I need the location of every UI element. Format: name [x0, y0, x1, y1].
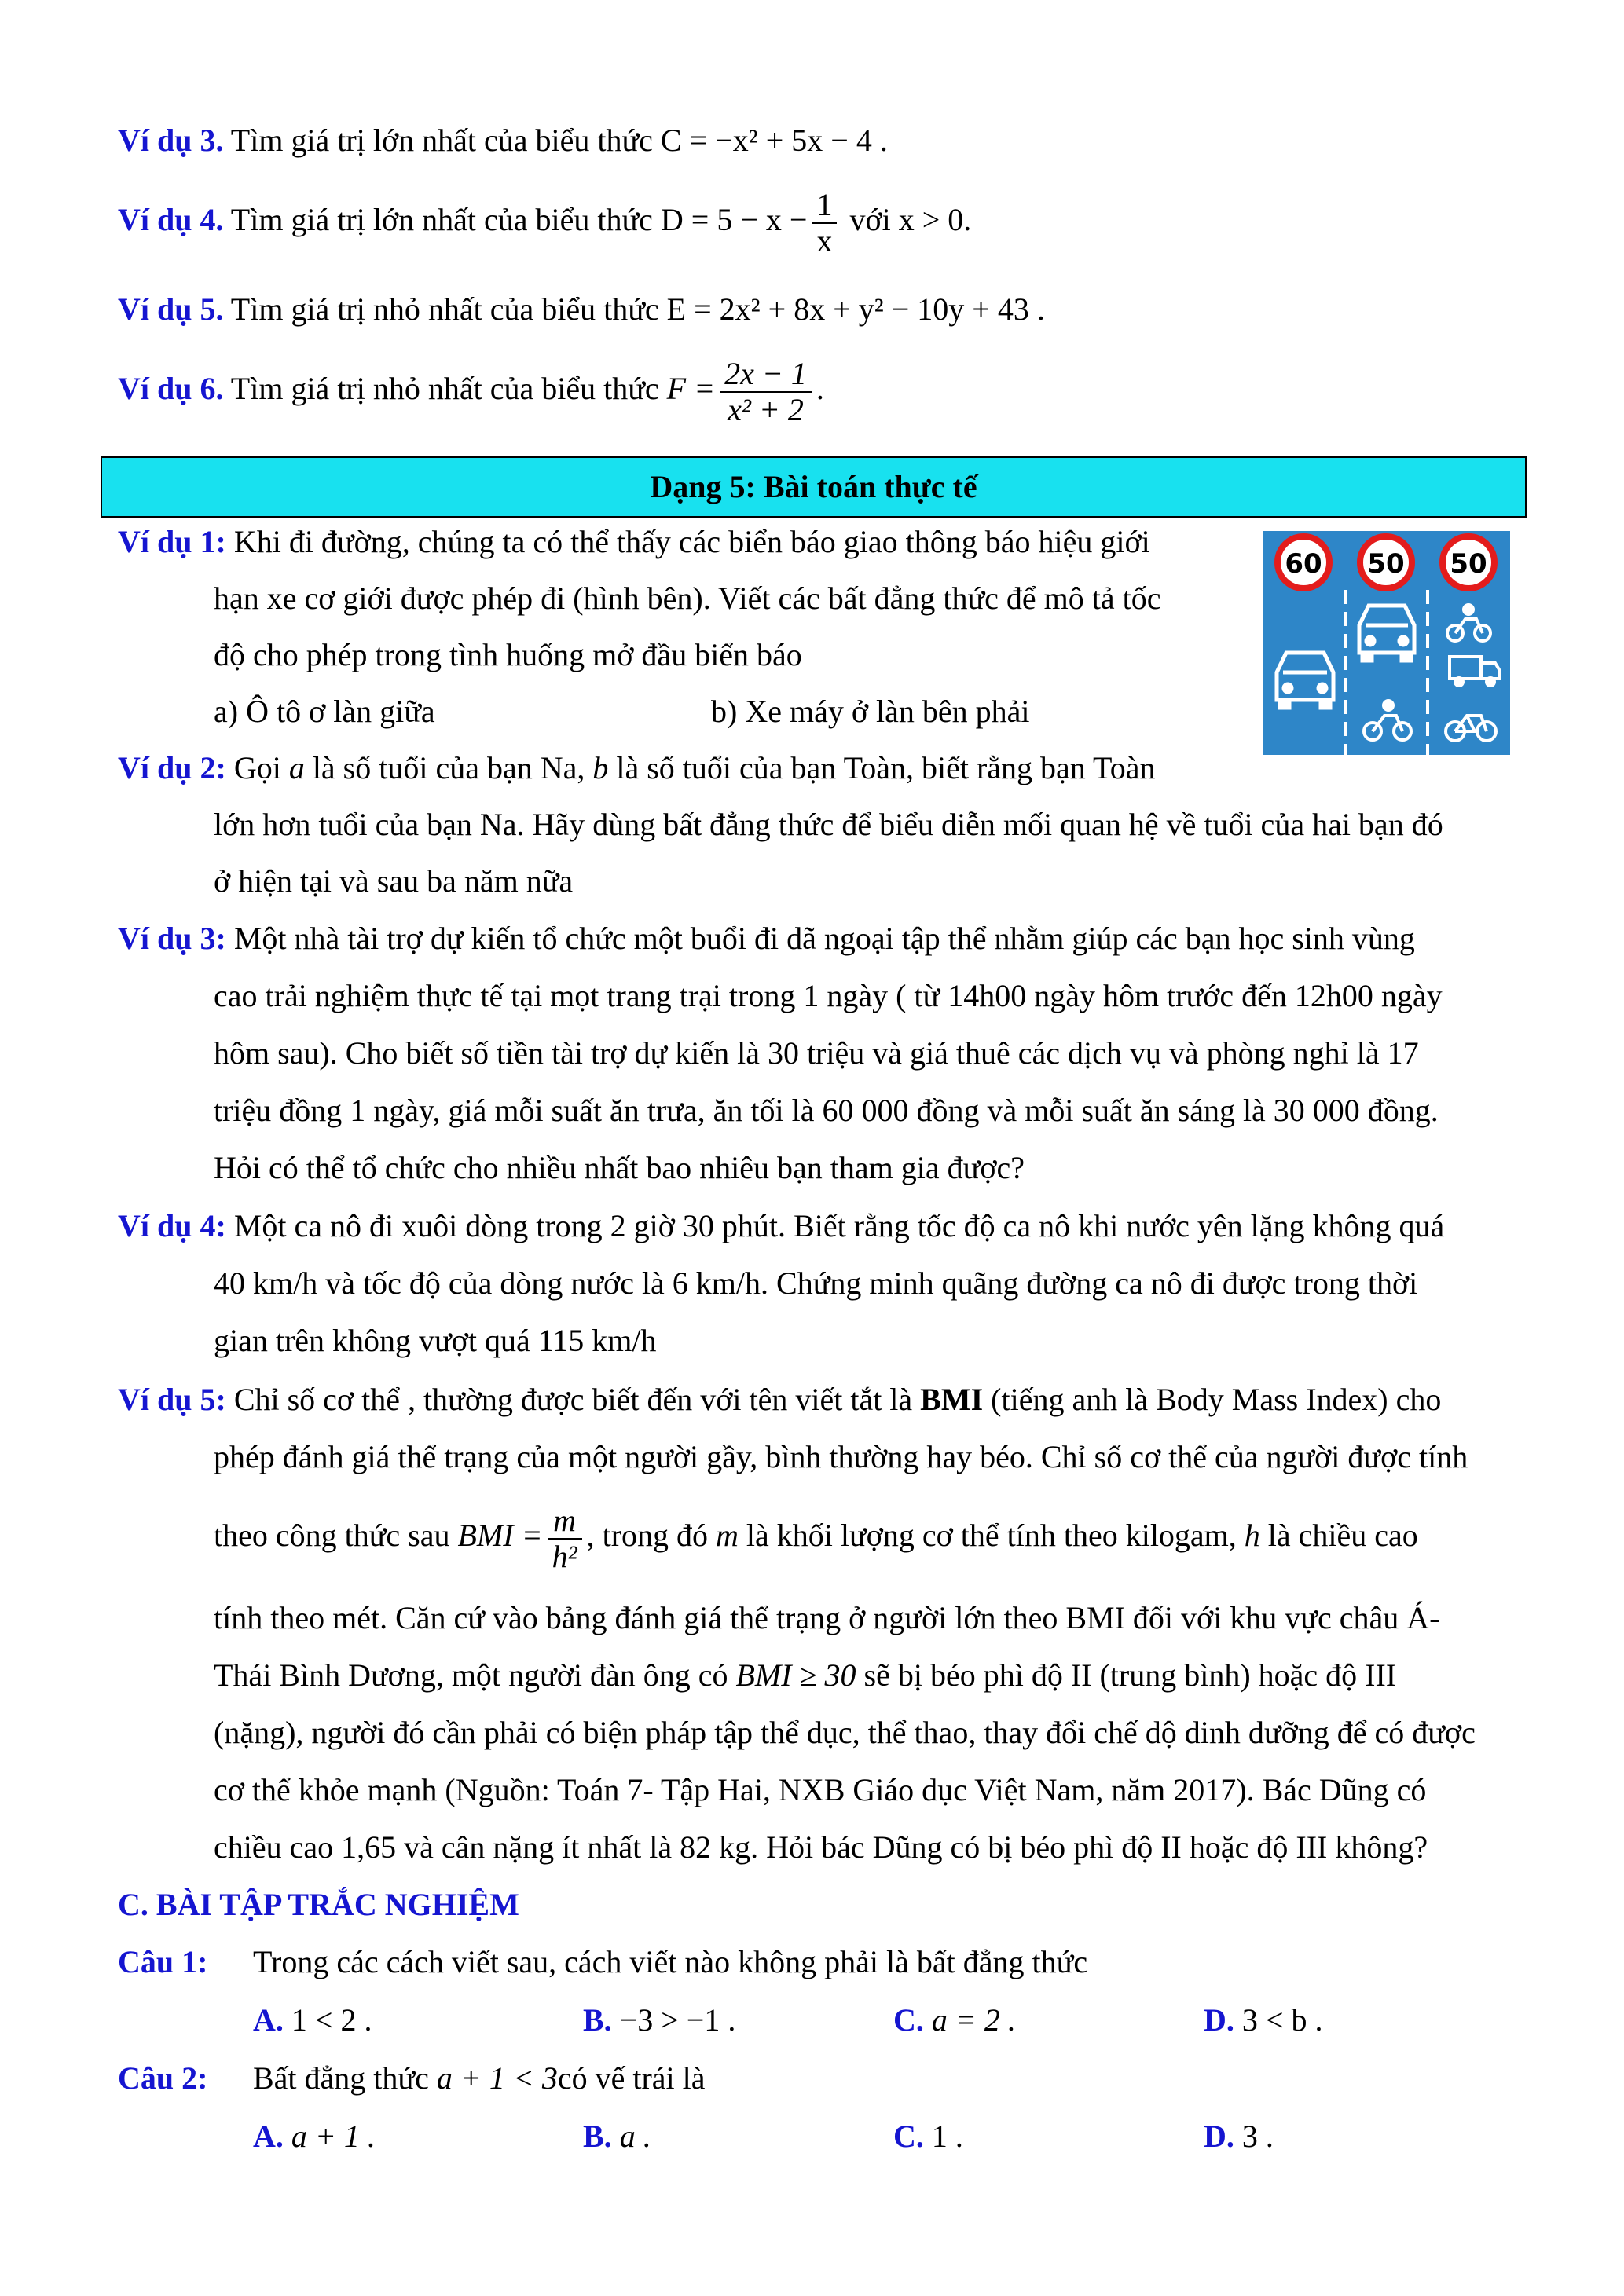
example-label: Ví dụ 5. — [118, 291, 224, 327]
fraction — [548, 1503, 582, 1574]
speed-sign-right — [1443, 536, 1494, 588]
option-value: 3 < b . — [1241, 2002, 1323, 2038]
math-expression: BMI ≥ 30 — [735, 1657, 856, 1693]
problem-3-line-4: triệu đồng 1 ngày, giá mỗi suất ăn trưa, ăn tối là 60 000 đồng và mỗi suất ăn sáng là 30 000 đồng. — [214, 1093, 1439, 1128]
math-expression: E = 2x² + 8x + y² − 10y + 43 . — [666, 291, 1045, 327]
problem-2-line-2: lớn hơn tuổi của bạn Na. Hãy dùng bất đẳng thức để biểu diễn mối quan hệ về tuổi của hai bạn đó — [214, 807, 1443, 842]
option-value: a = 2 . — [931, 2002, 1016, 2038]
problem-text: theo công thức sau — [214, 1518, 450, 1553]
problem-label: Ví dụ 3: — [118, 921, 226, 956]
example-text: Tìm giá trị lớn nhất của biểu thức — [230, 202, 653, 237]
option-value: a + 1 . — [291, 2118, 376, 2154]
math-variable: a — [288, 750, 305, 785]
math-expression: D = 5 − x − — [660, 202, 808, 237]
problem-text: , trong đó — [586, 1518, 709, 1553]
problem-3-line-1 — [118, 920, 1415, 958]
problem-1-option-a: a) Ô tô ơ làn giữa — [214, 694, 435, 729]
problem-5-line-4: tính theo mét. Căn cứ vào bảng đánh giá thể trạng ở người lớn theo BMI đối với khu vực châu Á- — [214, 1600, 1440, 1635]
option-value: 1 . — [931, 2118, 963, 2154]
problem-text: là chiều cao — [1267, 1518, 1418, 1553]
problem-text: (tiếng anh là Body Mass Index) cho — [991, 1382, 1442, 1417]
problem-5-line-7: cơ thể khỏe mạnh (Nguồn: Toán 7- Tập Hai, NXB Giáo dục Việt Nam, năm 2017). Bác Dũng có — [214, 1772, 1427, 1807]
problem-text: Thái Bình Dương, một người đàn ông có — [214, 1657, 728, 1693]
example-label: Ví dụ 4. — [118, 202, 224, 237]
question-2-option-b — [583, 2118, 651, 2155]
fraction — [812, 188, 837, 258]
question-1-text: Trong các cách viết sau, cách viết nào không phải là bất đẳng thức — [253, 1944, 1088, 1979]
fraction — [720, 357, 812, 427]
problem-4-line-3: gian trên không vượt quá 115 km/h — [214, 1323, 657, 1358]
question-2 — [118, 2060, 207, 2097]
question-2-option-a — [253, 2118, 376, 2155]
problem-label: Ví dụ 5: — [118, 1382, 226, 1417]
problem-1-line-1 — [118, 523, 1150, 561]
option-key: D. — [1204, 2002, 1234, 2038]
problem-4-line-2: 40 km/h và tốc độ của dòng nước là 6 km/h. Chứng minh quãng đường ca nô đi được trong thời — [214, 1265, 1418, 1301]
question-1 — [118, 1943, 207, 1981]
problem-text: là số tuổi của bạn Toàn, biết rằng bạn Toàn — [616, 750, 1156, 785]
math-expression: C = −x² + 5x − 4 . — [660, 123, 888, 158]
period: . — [816, 371, 824, 406]
problem-text: Khi đi đường, chúng ta có thể thấy các biển báo giao thông báo hiệu giới — [233, 524, 1150, 559]
fraction-numerator: 1 — [812, 188, 837, 224]
bmi-term: BMI — [920, 1382, 984, 1417]
math-variable: h — [1244, 1518, 1260, 1553]
question-text: Bất đẳng thức — [253, 2060, 429, 2096]
option-key: B. — [583, 2118, 612, 2154]
question-label: Câu 1: — [118, 1944, 208, 1979]
example-4 — [118, 181, 971, 259]
problem-3-line-3: hôm sau). Cho biết số tiền tài trợ dự kiến là 30 triệu và giá thuê các dịch vụ và phòng nghỉ là 17 — [214, 1035, 1419, 1071]
section-c-heading: C. BÀI TẬP TRẮC NGHIỆM — [118, 1887, 519, 1922]
problem-5-line-6: (nặng), người đó cần phải có biện pháp tập thể dục, thể thao, thay đổi chế dộ dinh dưỡng để có được — [214, 1715, 1476, 1750]
fraction-denominator: x — [816, 222, 833, 258]
problem-5-line-5 — [214, 1657, 1396, 1694]
problem-5-line-2: phép đánh giá thể trạng của một người gầy, bình thường hay béo. Chỉ số cơ thể của người được tính — [214, 1439, 1468, 1474]
problem-text: Chỉ số cơ thể , thường được biết đến với tên viết tắt là — [233, 1382, 913, 1417]
question-1-option-a — [253, 2001, 372, 2039]
speed-value: 60 — [1285, 548, 1322, 580]
question-text: có vế trái là — [557, 2060, 706, 2096]
problem-1-line-2: hạn xe cơ giới được phép đi (hình bên). Viết các bất đẳng thức để mô tả tốc — [214, 580, 1161, 616]
fraction-denominator: x² + 2 — [728, 391, 804, 427]
problem-label: Ví dụ 2: — [118, 750, 226, 785]
option-value: 3 . — [1241, 2118, 1274, 2154]
question-label: Câu 2: — [118, 2060, 208, 2096]
example-text: Tìm giá trị lớn nhất của biểu thức — [230, 123, 653, 158]
problem-text: là số tuổi của bạn Na, — [312, 750, 585, 785]
problem-text: Một ca nô đi xuôi dòng trong 2 giờ 30 phút. Biết rằng tốc độ ca nô khi nước yên lặng không quá — [233, 1208, 1445, 1243]
problem-text: sẽ bị béo phì độ II (trung bình) hoặc độ III — [863, 1657, 1397, 1693]
option-value: −3 > −1 . — [619, 2002, 736, 2038]
problem-5-line-3 — [214, 1496, 1418, 1575]
question-1-option-c — [893, 2001, 1016, 2039]
fraction-numerator: 2x − 1 — [720, 357, 812, 393]
option-key: C. — [893, 2002, 924, 2038]
problem-5-line-1 — [118, 1381, 1441, 1419]
math-expression: F = — [666, 371, 716, 406]
example-5 — [118, 291, 1045, 328]
problem-3-line-5: Hỏi có thể tổ chức cho nhiều nhất bao nhiêu bạn tham gia được? — [214, 1150, 1025, 1185]
question-2-option-c — [893, 2118, 963, 2155]
question-2-text — [253, 2060, 706, 2097]
fraction-denominator: h² — [552, 1538, 577, 1574]
option-value: 1 < 2 . — [291, 2002, 372, 2038]
math-variable: b — [592, 750, 609, 785]
option-key: A. — [253, 2002, 284, 2038]
math-variable: m — [716, 1518, 739, 1553]
example-label: Ví dụ 6. — [118, 371, 224, 406]
example-6 — [118, 350, 824, 428]
problem-5-line-8: chiều cao 1,65 và cân nặng ít nhất là 82 kg. Hỏi bác Dũng có bị béo phì độ II hoặc độ III không? — [214, 1829, 1428, 1865]
problem-3-line-2: cao trải nghiệm thực tế tại mọt trang trại trong 1 ngày ( từ 14h00 ngày hôm trước đến 12h00 ngày — [214, 978, 1443, 1013]
problem-text: là khối lượng cơ thể tính theo kilogam, — [746, 1518, 1237, 1553]
math-expression: BMI = — [457, 1518, 543, 1553]
problem-text: Một nhà tài trợ dự kiến tổ chức một buổi đi dã ngoại tập thể nhằm giúp các bạn học sinh vùng — [233, 921, 1415, 956]
math-condition: với x > 0. — [849, 202, 972, 237]
problem-label: Ví dụ 1: — [118, 524, 226, 559]
problem-1-option-b: b) Xe máy ở làn bên phải — [711, 694, 1030, 729]
speed-value: 50 — [1450, 548, 1487, 580]
problem-2-line-3: ở hiện tại và sau ba năm nữa — [214, 863, 574, 899]
option-key: A. — [253, 2118, 284, 2154]
example-3 — [118, 122, 888, 159]
math-expression: a + 1 < 3 — [436, 2060, 558, 2096]
example-text: Tìm giá trị nhỏ nhất của biểu thức — [230, 371, 659, 406]
example-label: Ví dụ 3. — [118, 123, 224, 158]
speed-value: 50 — [1367, 548, 1405, 580]
traffic-sign-image — [1263, 531, 1510, 755]
speed-sign-left — [1278, 536, 1329, 588]
problem-label: Ví dụ 4: — [118, 1208, 226, 1243]
option-key: B. — [583, 2002, 612, 2038]
option-value: a . — [619, 2118, 651, 2154]
option-key: D. — [1204, 2118, 1234, 2154]
section-banner: Dạng 5: Bài toán thực tế — [101, 456, 1527, 518]
question-2-option-d — [1204, 2118, 1274, 2155]
problem-4-line-1 — [118, 1207, 1444, 1245]
fraction-numerator: m — [548, 1503, 582, 1540]
question-1-option-d — [1204, 2001, 1322, 2039]
speed-sign-middle — [1360, 536, 1412, 588]
example-text: Tìm giá trị nhỏ nhất của biểu thức — [230, 291, 659, 327]
problem-2-line-1 — [118, 749, 1155, 787]
question-1-option-b — [583, 2001, 735, 2039]
option-key: C. — [893, 2118, 924, 2154]
problem-1-line-3: độ cho phép trong tình huống mở đầu biển báo — [214, 637, 802, 672]
problem-text: Gọi — [233, 750, 281, 785]
